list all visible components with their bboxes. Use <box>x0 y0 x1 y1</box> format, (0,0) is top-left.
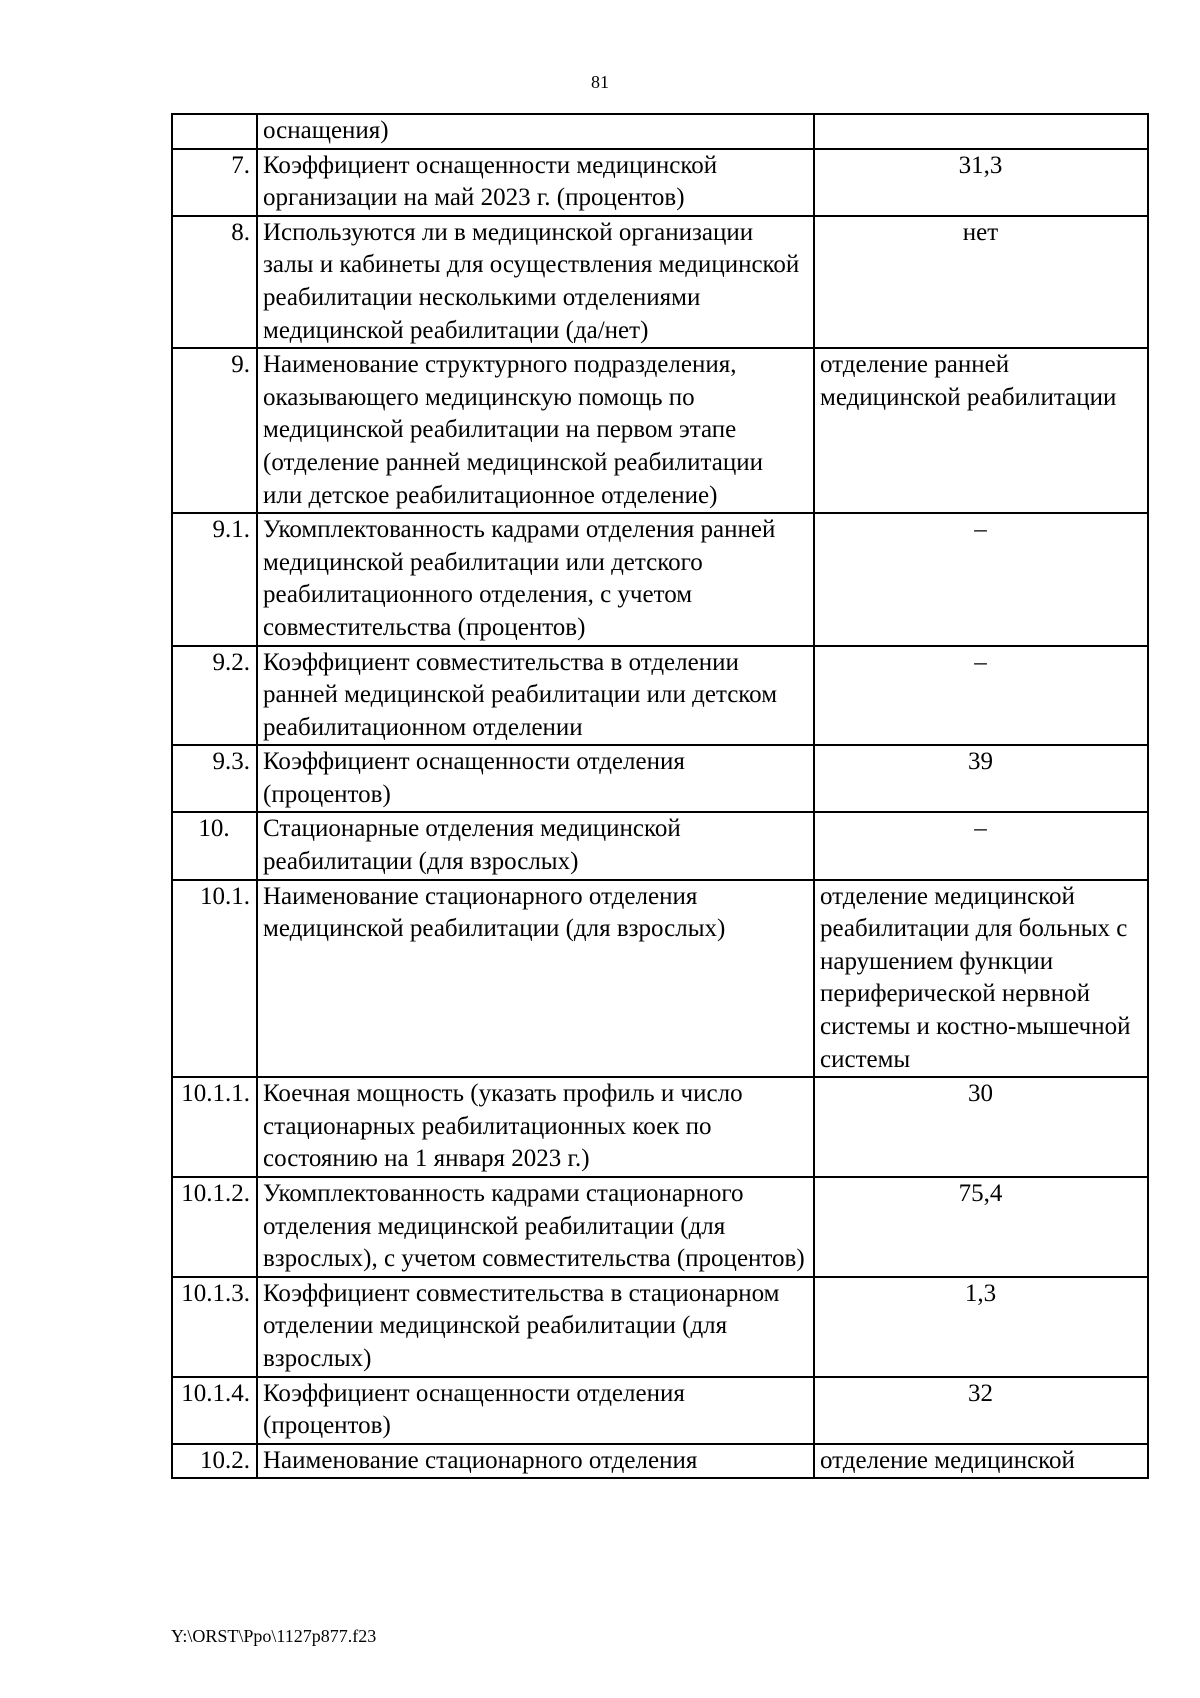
table-row <box>172 745 1148 812</box>
table-row <box>172 1077 1148 1177</box>
table-row <box>172 880 1148 1078</box>
row-value: – <box>814 513 1148 645</box>
table-row <box>172 348 1148 513</box>
table-row <box>172 114 1148 149</box>
row-number: 9. <box>172 348 257 513</box>
row-number: 10.1.1. <box>172 1077 257 1177</box>
footer-file-path: Y:\ORST\Ppo\1127p877.f23 <box>171 1626 377 1646</box>
row-value: 31,3 <box>814 149 1148 216</box>
row-description: Коэффициент оснащенности медицинской организации на май 2023 г. (процентов) <box>257 149 814 216</box>
table-row <box>172 513 1148 645</box>
table-row <box>172 1377 1148 1444</box>
table-row <box>172 1277 1148 1377</box>
table-row <box>172 812 1148 879</box>
data-table <box>171 113 1149 1479</box>
row-value: 30 <box>814 1077 1148 1177</box>
table-row <box>172 646 1148 746</box>
row-number: 9.1. <box>172 513 257 645</box>
row-value: нет <box>814 216 1148 348</box>
row-value: 32 <box>814 1377 1148 1444</box>
row-value: отделение медицинской реабилитации для больных с нарушением функции периферической нервной системы и костно-мышечной системы <box>814 880 1148 1078</box>
row-number: 9.3. <box>172 745 257 812</box>
row-number: 10.2. <box>172 1444 257 1479</box>
row-description: Используются ли в медицинской организации залы и кабинеты для осуществления медицинской реабилитации несколькими отделениями медицинской реабилитации (да/нет) <box>257 216 814 348</box>
row-description: Наименование стационарного отделения <box>257 1444 814 1479</box>
row-description: Коэффициент оснащенности отделения (процентов) <box>257 745 814 812</box>
row-description: Коэффициент оснащенности отделения (процентов) <box>257 1377 814 1444</box>
row-description: Коэффициент совместительства в отделении ранней медицинской реабилитации или детском реабилитационном отделении <box>257 646 814 746</box>
table-body <box>172 114 1148 1478</box>
row-description: оснащения) <box>257 114 814 149</box>
row-description: Укомплектованность кадрами отделения ранней медицинской реабилитации или детского реабилитационного отделения, с учетом совместительства (процентов) <box>257 513 814 645</box>
row-value: – <box>814 646 1148 746</box>
row-value: 75,4 <box>814 1177 1148 1277</box>
row-value: отделение медицинской <box>814 1444 1148 1479</box>
row-number: 9.2. <box>172 646 257 746</box>
table-row <box>172 149 1148 216</box>
row-description: Коечная мощность (указать профиль и число стационарных реабилитационных коек по состоянию на 1 января 2023 г.) <box>257 1077 814 1177</box>
table-row <box>172 1177 1148 1277</box>
row-description: Наименование структурного подразделения, оказывающего медицинскую помощь по медицинской реабилитации на первом этапе (отделение ранней медицинской реабилитации или детское реабилитационное отделение) <box>257 348 814 513</box>
row-value: отделение ранней медицинской реабилитации <box>814 348 1148 513</box>
row-description: Наименование стационарного отделения медицинской реабилитации (для взрослых) <box>257 880 814 1078</box>
table-row <box>172 1444 1148 1479</box>
row-description: Стационарные отделения медицинской реабилитации (для взрослых) <box>257 812 814 879</box>
row-description: Коэффициент совместительства в стационарном отделении медицинской реабилитации (для взрослых) <box>257 1277 814 1377</box>
row-value <box>814 114 1148 149</box>
row-number: 10.1.3. <box>172 1277 257 1377</box>
table-row <box>172 216 1148 348</box>
row-value: 1,3 <box>814 1277 1148 1377</box>
row-number: 10.1.2. <box>172 1177 257 1277</box>
row-number: 10. <box>172 812 257 879</box>
row-value: 39 <box>814 745 1148 812</box>
row-description: Укомплектованность кадрами стационарного отделения медицинской реабилитации (для взрослых), с учетом совместительства (процентов) <box>257 1177 814 1277</box>
row-number: 10.1.4. <box>172 1377 257 1444</box>
row-value: – <box>814 812 1148 879</box>
row-number: 7. <box>172 149 257 216</box>
page-number: 81 <box>591 72 609 92</box>
row-number: 8. <box>172 216 257 348</box>
row-number <box>172 114 257 149</box>
row-number: 10.1. <box>172 880 257 1078</box>
